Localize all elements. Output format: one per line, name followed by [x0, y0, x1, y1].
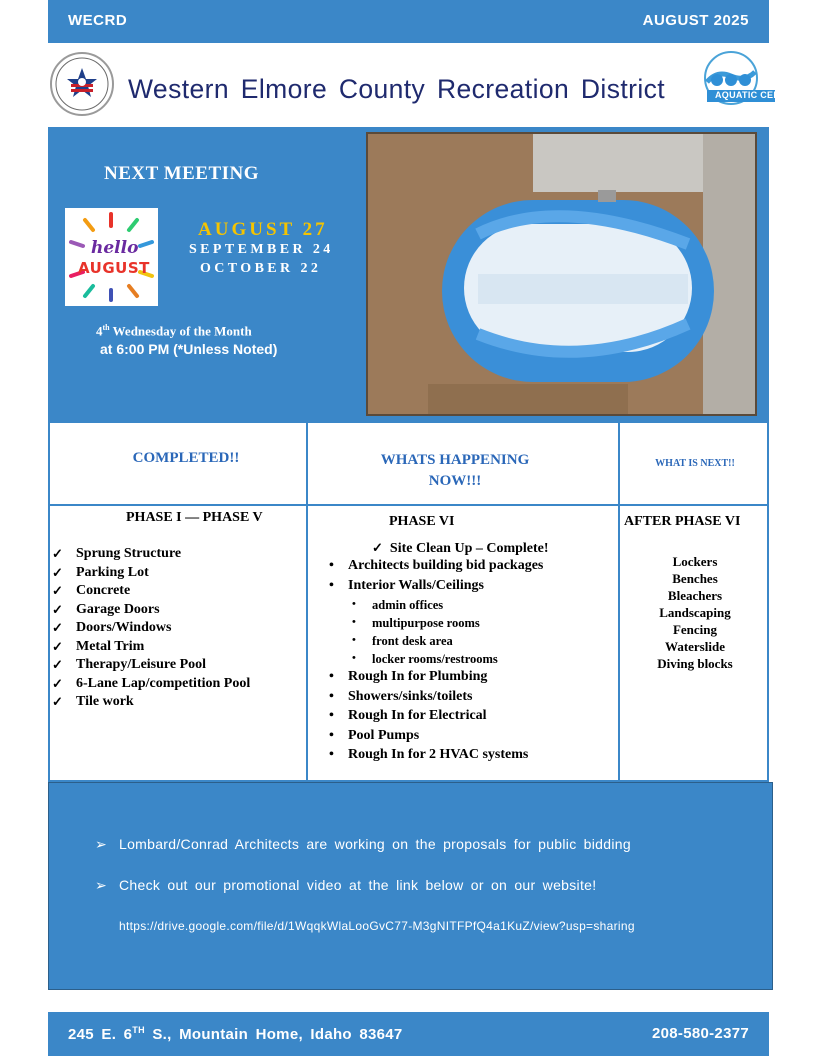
list-item: ✓ Metal Trim	[52, 638, 145, 654]
list-item: ✓ Doors/Windows	[52, 620, 172, 635]
note-item: ➢ Lombard/Conrad Architects are working on the proposals for public bidding	[95, 836, 631, 852]
list-item: Benches	[672, 571, 718, 586]
list-item: ✓ Sprung Structure	[52, 546, 182, 561]
aerial-facility-photo	[366, 132, 757, 416]
list-item: • Architects building bid packages	[329, 558, 544, 573]
site-cleanup-done: ✓ Site Clean Up – Complete!	[372, 540, 549, 556]
arrow-bullet-icon: ➢	[95, 877, 108, 893]
list-item: • Showers/sinks/toilets	[329, 688, 473, 704]
meeting-date-1: AUGUST 27	[198, 219, 328, 240]
list-item: Bleachers	[667, 588, 723, 603]
footer-phone: 208-580-2377	[651, 1025, 749, 1042]
list-item: Diving blocks	[657, 656, 733, 671]
happening-now-heading: WHATS HAPPENING NOW!!!	[380, 452, 530, 489]
notes-panel	[48, 782, 773, 990]
meeting-date-3: OCTOBER 22	[200, 261, 322, 276]
now-list-b	[324, 669, 528, 767]
meeting-schedule: 4th Wednesday of the Month	[96, 323, 252, 339]
meeting-date-2: SEPTEMBER 24	[189, 242, 334, 257]
list-item: ✓ Tile work	[52, 694, 134, 709]
list-item: • Rough In for 2 HVAC systems	[329, 747, 529, 762]
list-item: Lockers	[672, 554, 718, 569]
promo-video-link[interactable]: https://drive.google.com/file/d/1WqqkWlaLooGvC77-M3gNITFPfQ4a1KuZ/view?usp=sharing	[119, 919, 635, 933]
list-item: • Pool Pumps	[329, 727, 420, 743]
list-item: • Rough In for Plumbing	[329, 669, 488, 684]
org-title: Western Elmore County Recreation District	[128, 74, 666, 104]
top-banner	[48, 0, 769, 43]
completed-list	[52, 546, 250, 713]
next-meeting-heading: NEXT MEETING	[104, 163, 260, 184]
arrow-bullet-icon: ➢	[95, 836, 108, 852]
list-item: ✓ Garage Doors	[52, 601, 160, 617]
list-item: Waterslide	[665, 639, 725, 654]
list-item: Landscaping	[659, 605, 731, 620]
hello-august-image	[65, 208, 158, 306]
list-item: ✓ Concrete	[52, 583, 131, 598]
issue-date: AUGUST 2025	[642, 12, 749, 29]
note-item: ➢ Check out our promotional video at the link below or on our website!	[95, 877, 597, 893]
list-item: ✓ Therapy/Leisure Pool	[52, 657, 207, 672]
completed-heading: COMPLETED!!	[132, 450, 240, 466]
now-phase-label: PHASE VI	[389, 514, 455, 529]
aquatic-center-logo	[697, 50, 800, 114]
list-item: • Interior Walls/Ceilings	[329, 577, 484, 593]
org-abbreviation: WECRD	[68, 12, 128, 29]
list-item: Fencing	[672, 622, 718, 637]
list-item: ✓ Parking Lot	[52, 564, 149, 580]
footer-address: 245 E. 6TH S., Mountain Home, Idaho 83647	[68, 1025, 403, 1043]
wecrd-seal-logo	[49, 51, 115, 117]
footer-banner	[48, 1012, 769, 1056]
next-meeting-panel	[48, 127, 769, 422]
hello-text: hello	[91, 238, 139, 258]
list-item: • multipurpose rooms	[352, 616, 480, 630]
meeting-time: at 6:00 PM (*Unless Noted)	[100, 341, 278, 357]
list-item: • admin offices	[352, 598, 444, 612]
aquatic-logo-text: AQUATIC CENTER	[715, 90, 800, 100]
next-phase-label: AFTER PHASE VI	[624, 514, 741, 529]
next-list	[621, 554, 769, 673]
list-item: ✓ 6-Lane Lap/competition Pool	[52, 675, 251, 691]
list-item: • Rough In for Electrical	[329, 708, 487, 723]
completed-phase-label: PHASE I — PHASE V	[126, 510, 263, 525]
august-text: AUGUST	[78, 259, 150, 277]
list-item: • locker rooms/restrooms	[352, 652, 498, 666]
now-list-a	[324, 558, 543, 597]
project-status-table	[48, 421, 769, 782]
now-sublist	[324, 598, 498, 670]
what-is-next-heading: WHAT IS NEXT!!	[655, 458, 735, 469]
list-item: • front desk area	[352, 634, 453, 648]
